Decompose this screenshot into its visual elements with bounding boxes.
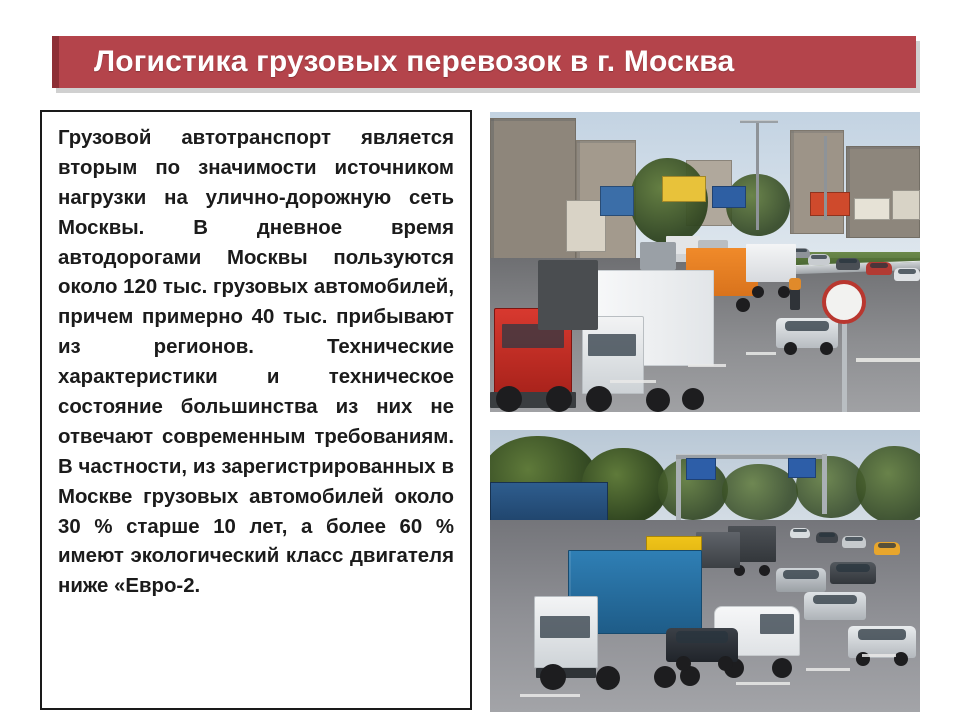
windshield	[540, 616, 590, 638]
light-pole	[756, 120, 759, 230]
light-arm	[740, 120, 778, 123]
wheel	[540, 664, 566, 690]
slide-title-bar	[52, 36, 916, 88]
trailer-dark	[538, 260, 598, 330]
lane-marking	[610, 380, 656, 383]
wheel	[820, 342, 833, 355]
truck-dark-2	[696, 532, 740, 584]
wheel	[718, 656, 733, 671]
wheel	[596, 666, 620, 690]
truck-box-white	[746, 244, 796, 282]
building-right-1	[790, 130, 844, 234]
highway-sign	[686, 458, 716, 480]
wheel	[496, 386, 522, 412]
car-distant	[894, 268, 920, 281]
wheel	[752, 286, 764, 298]
wheel	[736, 298, 750, 312]
wheel	[654, 666, 676, 688]
gantry-pole	[822, 454, 827, 514]
car-silver-3	[776, 568, 826, 592]
car-distant	[866, 262, 892, 275]
car-distant	[816, 532, 838, 543]
no-entry-sign-icon	[822, 280, 866, 324]
windshield	[588, 334, 636, 356]
truck-distant	[640, 242, 676, 270]
billboard	[854, 198, 890, 220]
lane-marking-edge	[856, 358, 920, 362]
lane-marking	[862, 654, 896, 657]
wheel	[646, 388, 670, 412]
windshield	[760, 614, 794, 634]
car-dark-2	[830, 562, 876, 584]
wheel	[772, 658, 792, 678]
lane-marking	[806, 668, 850, 671]
truck-blue-container	[534, 550, 702, 690]
body-text-panel	[40, 110, 472, 710]
page-title: Логистика грузовых перевозок в г. Москва	[94, 45, 735, 78]
car-distant	[842, 536, 866, 548]
lane-marking	[746, 352, 776, 355]
light-pole	[824, 136, 827, 220]
billboard	[600, 186, 634, 216]
wheel	[784, 342, 797, 355]
wheel	[894, 652, 908, 666]
gantry-pole	[676, 454, 681, 522]
wheel	[682, 388, 704, 410]
car-silver-1	[804, 592, 866, 620]
lane-marking	[736, 682, 790, 685]
image-column	[490, 112, 920, 712]
lane-marking	[688, 364, 726, 367]
window-grid	[791, 131, 843, 233]
body-text: Грузовой автотранспорт является вторым по значимости источником нагрузки на улично-дорожную сеть Москвы. В дневное время автодорогами Москвы пользуются около 120 тыс. грузовых автомобилей, причем примерно 40 тыс. прибывают из регионов. Технические характеристики и техническое состояние большинства из них не отвечают современным требованиям. В частности, из зарегистрированных в Москве грузовых автомобилей около 30 % старше 10 лет, а более 60 % имеют экологический класс двигателя ниже «Евро-2.	[58, 127, 454, 598]
truck-white-mid	[746, 244, 796, 298]
car-distant	[790, 528, 810, 538]
truck-tarp	[696, 532, 740, 568]
billboard	[810, 192, 850, 216]
photo-trucks-city-street	[490, 112, 920, 412]
car-distant	[836, 258, 860, 270]
building-left	[490, 118, 576, 268]
lane-marking	[520, 694, 580, 697]
wheel	[676, 656, 691, 671]
car-distant	[808, 254, 830, 265]
wheel	[546, 386, 572, 412]
wheel	[586, 386, 612, 412]
truck-white-foreground	[582, 270, 714, 412]
billboard	[662, 176, 706, 202]
worker-vest	[789, 278, 801, 290]
wheel	[759, 565, 770, 576]
window-grid	[491, 119, 575, 267]
tree	[722, 464, 798, 520]
car-taxi-distant	[874, 542, 900, 555]
highway-sign	[788, 458, 816, 478]
photo-trucks-highway	[490, 430, 920, 712]
billboard	[712, 186, 746, 208]
billboard	[892, 190, 920, 220]
